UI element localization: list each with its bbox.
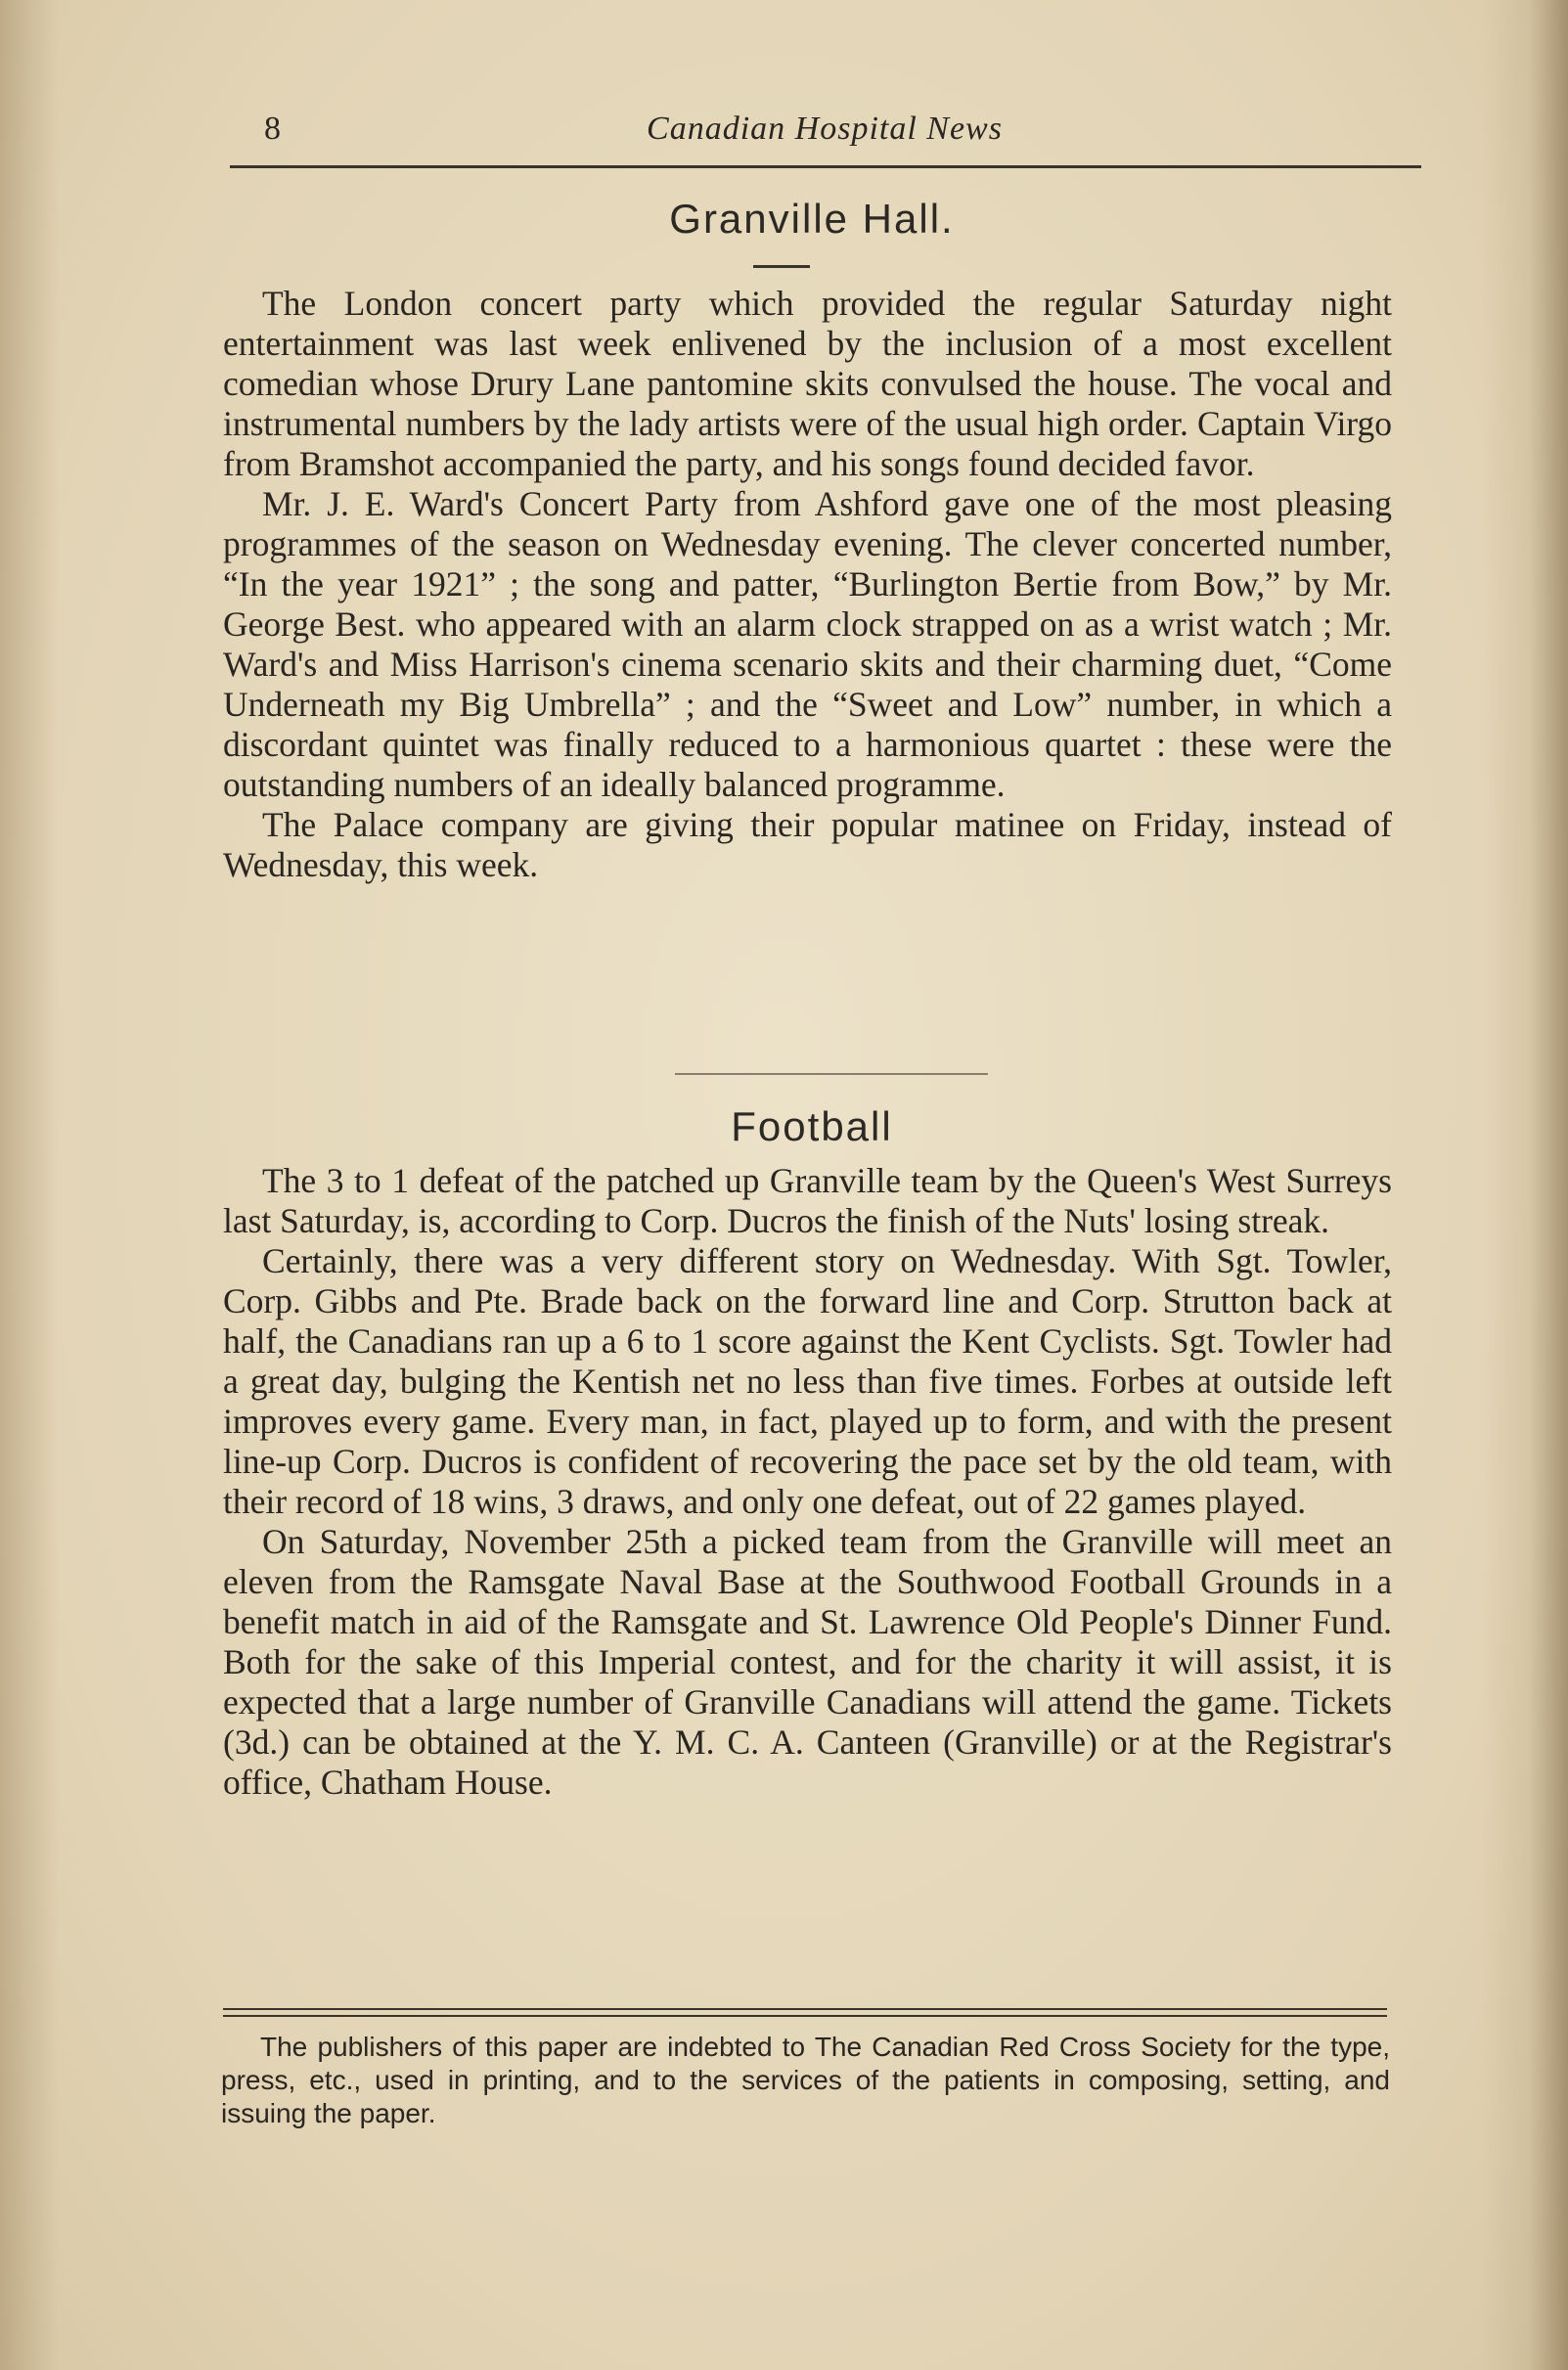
- section-divider: [675, 1073, 988, 1075]
- article-granville-hall: [223, 284, 1392, 885]
- paragraph: The Palace company are giving their popular matinee on Friday, instead of Wednesday, this week.: [223, 805, 1392, 884]
- header-rule: [230, 165, 1421, 168]
- footnote-rule-top: [223, 2008, 1387, 2010]
- footnote-rule-bottom: [223, 2015, 1387, 2017]
- page-number: 8: [264, 111, 281, 147]
- article-football: [223, 1161, 1392, 1803]
- paragraph: The London concert party which provided the regular Saturday night entertainment was last week enlivened by the inclusion of a most excellent comedian whose Drury Lane pantomine skits convulsed the house. The vocal and instrumental numbers by the lady artists were of the usual high order. Captain Virgo from Bramshot accompanied the party, and his songs found decided favor.: [223, 284, 1392, 483]
- section-title-granville-hall: Granville Hall.: [669, 196, 955, 242]
- running-head: [223, 111, 1426, 159]
- paragraph: On Saturday, November 25th a picked team from the Granville will meet an eleven from the Ramsgate Naval Base at the Southwood Football Grounds in a benefit match in aid of the Ramsgate and St. Lawrence Old People's Dinner Fund. Both for the sake of this Imperial contest, and for the charity it will assist, it is expected that a large number of Granville Canadians will attend the game. Tickets (3d.) can be obtained at the Y. M. C. A. Canteen (Granville) or at the Registrar's office, Chatham House.: [223, 1522, 1392, 1802]
- title-dash: [753, 265, 810, 268]
- journal-title: Canadian Hospital News: [647, 111, 1003, 147]
- paragraph: Mr. J. E. Ward's Concert Party from Ashford gave one of the most pleasing programmes of the season on Wednesday evening. The clever concerted number, “In the year 1921” ; the song and patter, “Burlington Bertie from Bow,” by Mr. George Best. who appeared with an alarm clock strapped on as a wrist watch ; Mr. Ward's and Miss Harrison's cinema scenario skits and their charming duet, “Come Underneath my Big Umbrella” ; and the “Sweet and Low” number, in which a discordant quintet was finally reduced to a harmonious quartet : these were the outstanding numbers of an ideally balanced programme.: [223, 484, 1392, 804]
- paragraph: Certainly, there was a very different story on Wednesday. With Sgt. Towler, Corp. Gibbs and Pte. Brade back on the forward line and Corp. Strutton back at half, the Canadians ran up a 6 to 1 score against the Kent Cyclists. Sgt. Towler had a great day, bulging the Kentish net no less than five times. Forbes at outside left improves every game. Every man, in fact, played up to form, and with the present line-up Corp. Ducros is confident of recovering the pace set by the old team, with their record of 18 wins, 3 draws, and only one defeat, out of 22 games played.: [223, 1241, 1392, 1521]
- paragraph: The 3 to 1 defeat of the patched up Granville team by the Queen's West Surreys last Saturday, is, according to Corp. Ducros the finish of the Nuts' losing streak.: [223, 1161, 1392, 1240]
- section-title-football: Football: [731, 1103, 893, 1149]
- publisher-footnote: The publishers of this paper are indebted to The Canadian Red Cross Society for the type, press, etc., used in printing, and to the services of the patients in composing, setting, and issuing the paper.: [221, 2032, 1390, 2128]
